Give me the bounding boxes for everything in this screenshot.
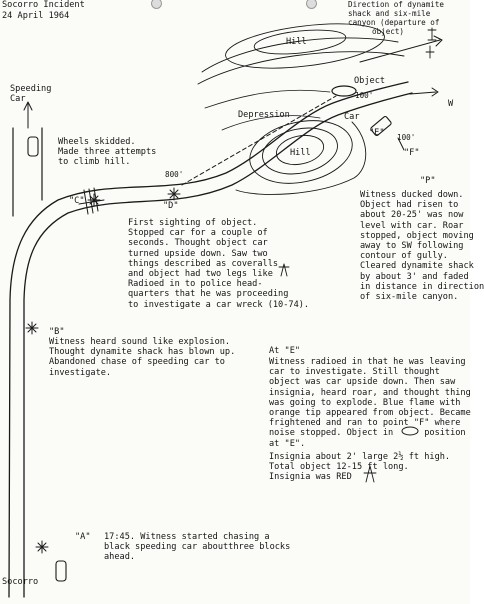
speeding-car-icon [28,137,38,156]
upper-hill-label: Hill [286,37,307,47]
depression-lines [205,90,330,108]
point-a-label: "A" [75,532,91,542]
speeding-car-label: Speeding Car [10,84,52,105]
point-e-heading: At "E" [269,346,301,356]
departure-note-line: Direction of dynamite [348,0,445,9]
object-icon [332,86,356,96]
witness-car-start-icon [56,561,66,581]
car-label: Car [344,112,360,122]
west-label: W [448,99,454,109]
point-e-note: Witness radioed in that he was leaving car to investigate. Still thought object was car upside down. Then saw insignia, heard roar, and thought thing was going to explode. Blue flame with orange tip appeared from object. Became frightened and ran to point "F" where noise stopped. Object in position at "E". [269,357,471,449]
distance-label: 800' [165,170,184,179]
point-d-label: "D" [163,201,179,211]
object-label: Object [354,76,386,86]
wheels-note: Wheels skidded. Made three attempts to climb hill. [58,137,157,168]
point-f-label: "F" [404,148,420,158]
point-b-note: Witness heard sound like explosion. Thought dynamite shack has blown up. Abandoned chase of speeding car to investigate. [49,337,236,378]
point-e-label: "E" [369,128,385,138]
point-c-label: "C" [69,196,85,206]
direction-arrow [24,102,32,128]
incident-date: 24 April 1964 [2,11,70,21]
depression-label: Depression [238,110,290,120]
point-b-label: "B" [49,327,65,337]
departure-note-line: canyon (departure of [348,18,440,27]
point-a-note: 17:45. Witness started chasing a black speeding car aboutthree blocks ahead. [104,532,291,563]
departure-note-line: object) [372,27,405,36]
point-p-note: Witness ducked down. Object had risen to about 20-25' was now level with car. Roar stopped, object moving away to SW following contour of gully. Cleared dynamite shack by about 3' and faded in distance in direction of six-mile canyon. [360,190,484,303]
socorro-label: Socorro [2,577,39,587]
distance-label: 100' [355,91,374,100]
incident-title: Socorro Incident [2,0,85,10]
path-arrow [410,88,438,96]
point-p-label: "P" [420,176,436,186]
insignia-note: Insignia about 2' large 2½ ft high. Total object 12-15 ft long. Insignia was RED [269,452,451,483]
distance-label: 100' [397,133,416,142]
departure-note-line: shack and six-mile [348,9,431,18]
point-d-note: First sighting of object. Stopped car for a couple of seconds. Thought object car turned upside down. Saw two things described as coveralls and object had two legs like Radioed in to police head- quarters that he was proceeding to investigate a car wreck (10-74). [128,218,310,310]
main-hill-label: Hill [290,148,311,158]
